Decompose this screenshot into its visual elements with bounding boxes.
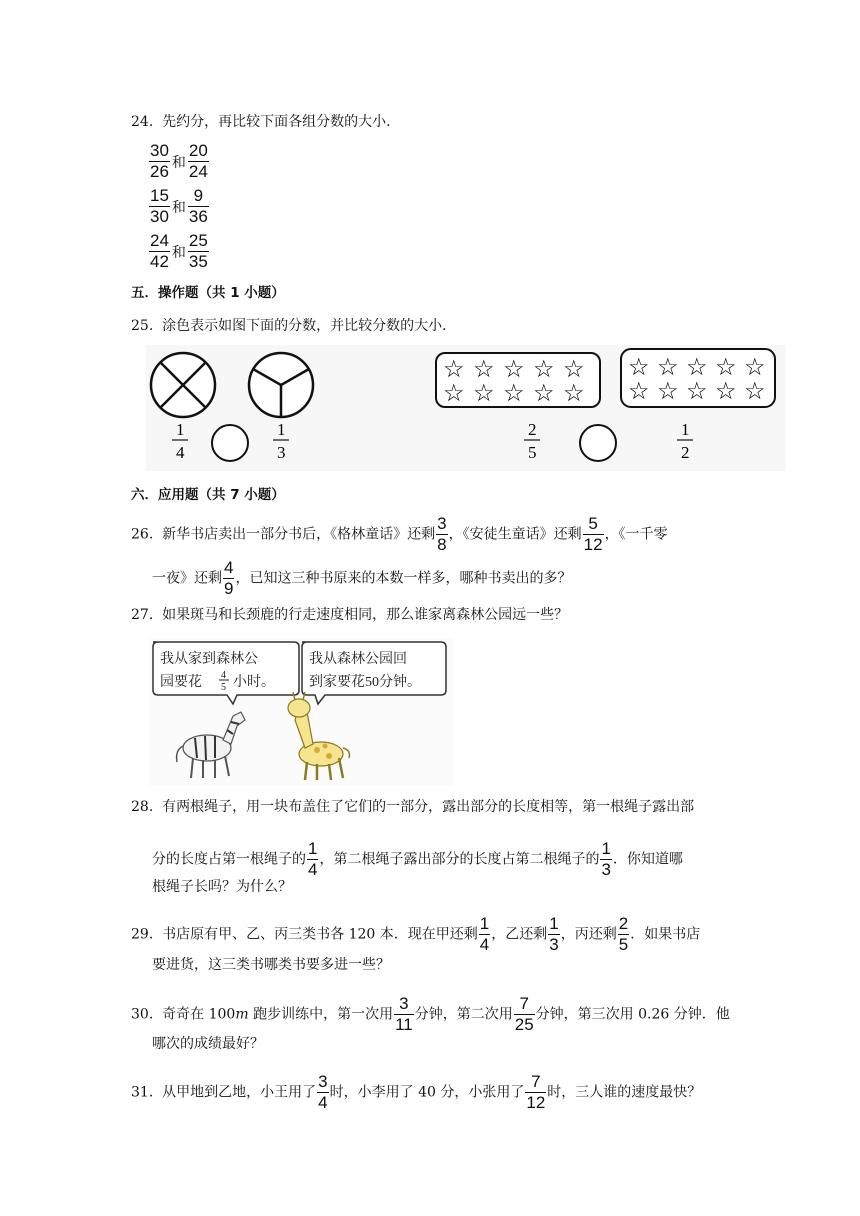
bubble-text: 到家要花50分钟。	[309, 675, 421, 690]
bubble-text: 5	[221, 682, 226, 693]
star-icon[interactable]: ☆	[628, 379, 650, 405]
fraction-pair-3	[148, 232, 210, 271]
and-word: 和	[171, 199, 186, 216]
star-icon[interactable]: ☆	[657, 379, 679, 405]
fraction: $\frac{3}{4}$	[318, 1072, 328, 1112]
question-number: 31.	[131, 1084, 154, 1101]
star-icon[interactable]: ☆	[563, 357, 585, 383]
fraction-digit: 1	[176, 420, 185, 439]
bubble-text: 我从家到森林公	[160, 652, 258, 667]
text-segment: 新华书店卖出一部分书后，《格林童话》还剩	[162, 526, 436, 543]
star-icon[interactable]: ☆	[473, 381, 495, 407]
fraction-digit: 1	[277, 420, 286, 439]
fraction-digit: 1	[681, 420, 690, 439]
fraction: $\frac{5}{12}$	[583, 514, 603, 554]
question-28-line-3: 根绳子长吗？为什么？	[152, 879, 292, 895]
fraction: $\frac{1}{3}$	[549, 914, 559, 954]
bubble-text: 小时。	[233, 675, 275, 690]
question-text: 先约分，再比较下面各组分数的大小．	[162, 114, 401, 130]
text-segment: 奇奇在 100	[162, 1006, 236, 1023]
comparison-circle-2[interactable]	[580, 425, 616, 461]
star-icon[interactable]: ☆	[533, 381, 555, 407]
fraction: $\frac{9}{36}$	[188, 186, 208, 226]
star-icon[interactable]: ☆	[715, 379, 737, 405]
text-segment: 从甲地到乙地，小王用了	[162, 1084, 317, 1101]
star-icon[interactable]: ☆	[443, 381, 465, 407]
question-number: 30.	[131, 1006, 154, 1023]
question-25	[131, 316, 456, 336]
question-27	[131, 605, 568, 625]
giraffe-speech-bubble	[302, 642, 446, 704]
fraction: $\frac{3}{11}$	[395, 994, 413, 1034]
fraction: $\frac{30}{26}$	[150, 141, 169, 181]
star-icon[interactable]: ☆	[628, 355, 650, 381]
text-segment: 分钟，第三次用 0.26 分钟．他	[535, 1006, 730, 1023]
question-number: 25.	[131, 318, 154, 334]
text-segment: 分钟，第二次用	[414, 1006, 513, 1023]
fraction: $\frac{4}{9}$	[224, 558, 234, 598]
question-29-line-2: 要进货，这三类书哪类书要多进一些？	[152, 957, 390, 973]
star-icon[interactable]: ☆	[473, 357, 495, 383]
section-heading-6: 六．应用题（共 7 小题）	[131, 487, 285, 503]
text-segment: 时，三人谁的速度最快？	[547, 1084, 702, 1101]
text-segment: 有两根绳子，用一块布盖住了它们的一部分，露出部分的长度相等，第一根绳子露出部	[162, 799, 695, 815]
text-segment: ，乙还剩	[491, 926, 548, 943]
star-icon[interactable]: ☆	[503, 381, 525, 407]
text-segment: ，《安徒生童话》还剩	[448, 526, 582, 543]
star-box-2[interactable]	[621, 349, 775, 407]
text-segment: ．如果书店	[630, 926, 701, 943]
star-icon[interactable]: ☆	[657, 355, 679, 381]
bubble-text: 我从森林公园回	[309, 652, 407, 667]
star-icon[interactable]: ☆	[563, 381, 585, 407]
text-segment: ，第二根绳子露出部分的长度占第二根绳子的	[319, 851, 600, 868]
bubble-text: 4	[221, 670, 226, 681]
star-box-1[interactable]	[436, 353, 600, 407]
fraction: $\frac{15}{30}$	[150, 186, 169, 226]
text-segment: ．你知道哪	[612, 851, 683, 868]
question-30-line-2: 哪次的成绩最好？	[152, 1036, 264, 1052]
star-icon[interactable]: ☆	[715, 355, 737, 381]
question-28-line-2	[152, 840, 683, 879]
zebra-speech-bubble	[153, 642, 299, 704]
fraction: $\frac{1}{4}$	[479, 914, 490, 954]
star-icon[interactable]: ☆	[443, 357, 465, 383]
star-icon[interactable]: ☆	[686, 379, 708, 405]
question-24	[131, 112, 400, 132]
zebra-giraffe-illustration	[149, 638, 454, 786]
text-segment: ，已知这三种书原来的本数一样多，哪种书卖出的多？	[235, 570, 572, 587]
fraction: $\frac{3}{8}$	[437, 514, 447, 554]
fraction-coloring-figure	[146, 345, 786, 471]
question-31	[131, 1073, 701, 1112]
question-number: 28.	[131, 799, 154, 815]
question-number: 29.	[131, 926, 154, 943]
and-word: 和	[171, 154, 186, 171]
question-number: 26.	[131, 526, 154, 543]
fraction-digit: 5	[528, 443, 537, 462]
question-number: 24.	[131, 114, 154, 130]
text-segment: 分的长度占第一根绳子的	[152, 851, 306, 868]
fraction-digit: 4	[176, 443, 185, 462]
fraction: $\frac{7}{25}$	[514, 994, 534, 1034]
circle-thirds[interactable]	[249, 353, 313, 417]
question-text: 如果斑马和长颈鹿的行走速度相同，那么谁家离森林公园远一些？	[162, 607, 569, 623]
text-segment: 书店原有甲、乙、丙三类书各 120 本．现在甲还剩	[162, 926, 478, 943]
text-segment: ，《一千零	[604, 526, 668, 543]
question-26-line-1	[131, 515, 668, 554]
fraction: $\frac{1}{4}$	[308, 839, 318, 879]
question-number: 27.	[131, 607, 154, 623]
fraction: $\frac{25}{35}$	[188, 231, 208, 271]
fraction-digit: 2	[681, 443, 690, 462]
unit-m: m	[235, 1006, 249, 1023]
text-segment: 一夜》还剩	[152, 570, 222, 587]
fraction: $\frac{20}{24}$	[188, 141, 208, 181]
text-segment: ，丙还剩	[560, 926, 617, 943]
question-26-line-2	[152, 559, 571, 598]
fraction: $\frac{2}{5}$	[618, 914, 629, 954]
star-icon[interactable]: ☆	[503, 357, 525, 383]
question-text: 涂色表示如图下面的分数，并比较分数的大小．	[162, 318, 457, 334]
fraction: $\frac{7}{12}$	[526, 1072, 546, 1112]
star-icon[interactable]: ☆	[744, 355, 766, 381]
circle-quarters[interactable]	[151, 353, 215, 417]
fraction-pair-2	[148, 187, 210, 226]
fraction-digit: 3	[277, 443, 286, 462]
fraction-pair-1	[148, 142, 210, 181]
text-segment: 跑步训练中，第一次用	[248, 1006, 394, 1023]
and-word: 和	[171, 244, 186, 261]
section-heading-5: 五．操作题（共 1 小题）	[131, 285, 285, 301]
fraction: $\frac{1}{3}$	[601, 839, 611, 879]
comparison-circle-1[interactable]	[212, 425, 248, 461]
fraction: $\frac{24}{42}$	[150, 231, 169, 271]
star-icon[interactable]: ☆	[686, 355, 708, 381]
bubble-text: 园要花	[160, 675, 202, 690]
question-29-line-1	[131, 915, 700, 954]
star-icon[interactable]: ☆	[744, 379, 766, 405]
question-30-line-1	[131, 995, 730, 1034]
star-icon[interactable]: ☆	[533, 357, 555, 383]
fraction-digit: 2	[528, 420, 537, 439]
text-segment: 时，小李用了 40 分，小张用了	[329, 1084, 525, 1101]
question-28-line-1	[131, 797, 694, 817]
